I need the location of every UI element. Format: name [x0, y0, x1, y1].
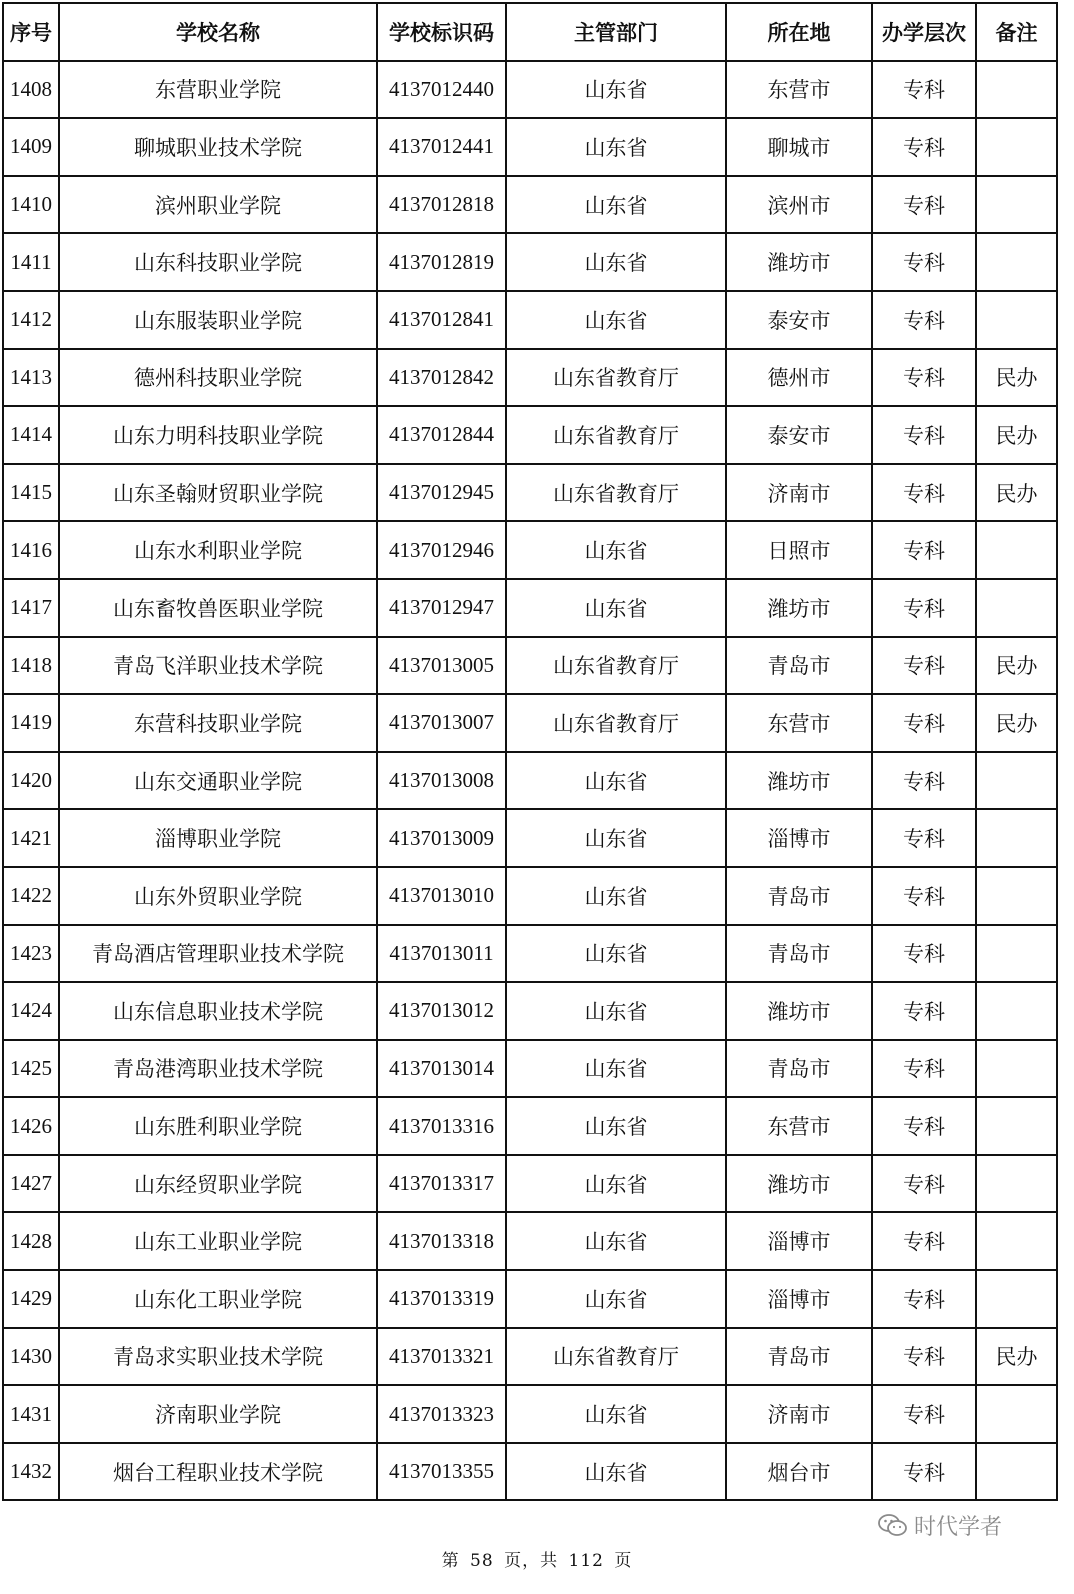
table-row: [3, 867, 1057, 925]
cell-remark: [976, 579, 1057, 637]
cell-school-code: 4137012945: [377, 464, 506, 522]
cell-seq: 1422: [3, 867, 59, 925]
cell-level: 专科: [872, 925, 976, 983]
table-row: [3, 694, 1057, 752]
cell-department: 山东省: [506, 1040, 726, 1098]
cell-level: 专科: [872, 1040, 976, 1098]
cell-remark: 民办: [976, 637, 1057, 695]
cell-school-name: 滨州职业学院: [59, 176, 377, 234]
table-row: [3, 406, 1057, 464]
cell-school-name: 山东畜牧兽医职业学院: [59, 579, 377, 637]
cell-location: 东营市: [726, 694, 872, 752]
cell-seq: 1413: [3, 349, 59, 407]
cell-school-code: 4137013011: [377, 925, 506, 983]
cell-location: 青岛市: [726, 637, 872, 695]
cell-department: 山东省: [506, 867, 726, 925]
cell-level: 专科: [872, 118, 976, 176]
cell-seq: 1414: [3, 406, 59, 464]
table-row: [3, 637, 1057, 695]
cell-department: 山东省: [506, 521, 726, 579]
cell-seq: 1418: [3, 637, 59, 695]
cell-department: 山东省: [506, 176, 726, 234]
cell-location: 德州市: [726, 349, 872, 407]
cell-school-code: 4137012841: [377, 291, 506, 349]
cell-location: 潍坊市: [726, 752, 872, 810]
cell-school-name: 山东化工职业学院: [59, 1270, 377, 1328]
cell-school-name: 聊城职业技术学院: [59, 118, 377, 176]
cell-seq: 1424: [3, 982, 59, 1040]
cell-remark: [976, 1040, 1057, 1098]
cell-level: 专科: [872, 752, 976, 810]
cell-location: 泰安市: [726, 291, 872, 349]
cell-location: 东营市: [726, 1097, 872, 1155]
cell-school-code: 4137012844: [377, 406, 506, 464]
cell-department: 山东省: [506, 61, 726, 119]
cell-level: 专科: [872, 867, 976, 925]
cell-school-name: 东营科技职业学院: [59, 694, 377, 752]
cell-seq: 1430: [3, 1328, 59, 1386]
table-row: [3, 982, 1057, 1040]
cell-department: 山东省: [506, 1385, 726, 1443]
table-row: [3, 579, 1057, 637]
cell-school-code: 4137012819: [377, 233, 506, 291]
cell-remark: [976, 1443, 1057, 1501]
cell-department: 山东省: [506, 579, 726, 637]
cell-remark: [976, 867, 1057, 925]
cell-school-code: 4137013323: [377, 1385, 506, 1443]
cell-location: 济南市: [726, 1385, 872, 1443]
cell-location: 青岛市: [726, 867, 872, 925]
footer-page-number: 58: [470, 1551, 494, 1571]
table-row: [3, 1443, 1057, 1501]
table-row: [3, 233, 1057, 291]
cell-school-code: 4137013012: [377, 982, 506, 1040]
cell-school-name: 青岛飞洋职业技术学院: [59, 637, 377, 695]
cell-remark: [976, 118, 1057, 176]
table-row: [3, 176, 1057, 234]
cell-department: 山东省: [506, 809, 726, 867]
cell-location: 泰安市: [726, 406, 872, 464]
header-seq: 序号: [3, 3, 59, 61]
cell-location: 青岛市: [726, 1328, 872, 1386]
cell-level: 专科: [872, 464, 976, 522]
cell-remark: [976, 61, 1057, 119]
cell-school-code: 4137013321: [377, 1328, 506, 1386]
cell-school-name: 德州科技职业学院: [59, 349, 377, 407]
cell-school-name: 山东胜利职业学院: [59, 1097, 377, 1155]
cell-seq: 1411: [3, 233, 59, 291]
table-row: [3, 464, 1057, 522]
cell-location: 潍坊市: [726, 233, 872, 291]
cell-location: 日照市: [726, 521, 872, 579]
cell-department: 山东省: [506, 118, 726, 176]
cell-school-code: 4137013355: [377, 1443, 506, 1501]
school-list-table: [2, 2, 1058, 1501]
table-row: [3, 809, 1057, 867]
cell-remark: [976, 1212, 1057, 1270]
cell-location: 聊城市: [726, 118, 872, 176]
watermark: [878, 1510, 1002, 1541]
cell-location: 济南市: [726, 464, 872, 522]
cell-school-code: 4137012441: [377, 118, 506, 176]
cell-school-code: 4137013008: [377, 752, 506, 810]
cell-location: 烟台市: [726, 1443, 872, 1501]
cell-level: 专科: [872, 176, 976, 234]
cell-school-code: 4137012947: [377, 579, 506, 637]
cell-location: 潍坊市: [726, 579, 872, 637]
cell-seq: 1412: [3, 291, 59, 349]
header-remark: 备注: [976, 3, 1057, 61]
cell-location: 潍坊市: [726, 1155, 872, 1213]
cell-seq: 1429: [3, 1270, 59, 1328]
cell-department: 山东省: [506, 291, 726, 349]
cell-department: 山东省: [506, 233, 726, 291]
cell-remark: 民办: [976, 349, 1057, 407]
cell-location: 青岛市: [726, 925, 872, 983]
watermark-text: 时代学者: [914, 1515, 1003, 1540]
table-row: [3, 61, 1057, 119]
cell-remark: [976, 809, 1057, 867]
cell-school-code: 4137012842: [377, 349, 506, 407]
table-row: [3, 1385, 1057, 1443]
cell-level: 专科: [872, 694, 976, 752]
cell-remark: [976, 291, 1057, 349]
cell-school-code: 4137012440: [377, 61, 506, 119]
cell-school-name: 山东力明科技职业学院: [59, 406, 377, 464]
header-department: 主管部门: [506, 3, 726, 61]
cell-seq: 1423: [3, 925, 59, 983]
cell-school-name: 山东科技职业学院: [59, 233, 377, 291]
table-row: [3, 925, 1057, 983]
cell-school-code: 4137012946: [377, 521, 506, 579]
cell-department: 山东省教育厅: [506, 464, 726, 522]
cell-seq: 1427: [3, 1155, 59, 1213]
cell-school-code: 4137013007: [377, 694, 506, 752]
cell-school-code: 4137013005: [377, 637, 506, 695]
cell-level: 专科: [872, 1443, 976, 1501]
cell-remark: [976, 521, 1057, 579]
cell-seq: 1408: [3, 61, 59, 119]
cell-school-name: 山东信息职业技术学院: [59, 982, 377, 1040]
table-row: [3, 1040, 1057, 1098]
cell-level: 专科: [872, 1270, 976, 1328]
header-school-name: 学校名称: [59, 3, 377, 61]
table-row: [3, 1155, 1057, 1213]
table-row: [3, 349, 1057, 407]
cell-department: 山东省: [506, 1443, 726, 1501]
cell-seq: 1409: [3, 118, 59, 176]
cell-school-code: 4137013319: [377, 1270, 506, 1328]
cell-school-name: 济南职业学院: [59, 1385, 377, 1443]
cell-department: 山东省: [506, 925, 726, 983]
cell-level: 专科: [872, 809, 976, 867]
cell-level: 专科: [872, 637, 976, 695]
cell-location: 淄博市: [726, 809, 872, 867]
cell-seq: 1420: [3, 752, 59, 810]
cell-department: 山东省: [506, 1212, 726, 1270]
cell-level: 专科: [872, 233, 976, 291]
cell-department: 山东省: [506, 1270, 726, 1328]
cell-school-name: 山东交通职业学院: [59, 752, 377, 810]
cell-remark: [976, 1097, 1057, 1155]
cell-school-name: 山东圣翰财贸职业学院: [59, 464, 377, 522]
footer-suffix: 页: [614, 1551, 633, 1571]
cell-school-name: 东营职业学院: [59, 61, 377, 119]
cell-department: 山东省: [506, 1155, 726, 1213]
cell-school-code: 4137013010: [377, 867, 506, 925]
cell-department: 山东省教育厅: [506, 694, 726, 752]
cell-remark: [976, 176, 1057, 234]
cell-school-name: 山东水利职业学院: [59, 521, 377, 579]
cell-remark: 民办: [976, 406, 1057, 464]
cell-level: 专科: [872, 1212, 976, 1270]
cell-remark: [976, 925, 1057, 983]
cell-school-code: 4137013014: [377, 1040, 506, 1098]
table-row: [3, 1097, 1057, 1155]
cell-school-name: 山东服装职业学院: [59, 291, 377, 349]
cell-remark: [976, 752, 1057, 810]
cell-remark: [976, 1155, 1057, 1213]
cell-remark: 民办: [976, 1328, 1057, 1386]
cell-location: 东营市: [726, 61, 872, 119]
cell-level: 专科: [872, 61, 976, 119]
cell-seq: 1431: [3, 1385, 59, 1443]
footer-prefix: 第: [441, 1551, 460, 1571]
cell-school-code: 4137013009: [377, 809, 506, 867]
table-row: [3, 752, 1057, 810]
footer-mid: 页，共: [504, 1551, 559, 1571]
table-row: [3, 118, 1057, 176]
cell-location: 滨州市: [726, 176, 872, 234]
cell-seq: 1417: [3, 579, 59, 637]
cell-department: 山东省: [506, 982, 726, 1040]
cell-school-name: 淄博职业学院: [59, 809, 377, 867]
table-row: [3, 1270, 1057, 1328]
cell-school-name: 山东工业职业学院: [59, 1212, 377, 1270]
footer-total-pages: 112: [568, 1551, 604, 1571]
cell-level: 专科: [872, 1385, 976, 1443]
cell-remark: [976, 233, 1057, 291]
cell-level: 专科: [872, 291, 976, 349]
cell-school-code: 4137013316: [377, 1097, 506, 1155]
cell-department: 山东省: [506, 1097, 726, 1155]
cell-location: 淄博市: [726, 1270, 872, 1328]
cell-department: 山东省: [506, 752, 726, 810]
wechat-icon: [878, 1513, 908, 1539]
cell-department: 山东省教育厅: [506, 349, 726, 407]
cell-level: 专科: [872, 579, 976, 637]
cell-seq: 1425: [3, 1040, 59, 1098]
cell-location: 青岛市: [726, 1040, 872, 1098]
cell-school-name: 山东外贸职业学院: [59, 867, 377, 925]
table-row: [3, 1212, 1057, 1270]
cell-level: 专科: [872, 982, 976, 1040]
cell-seq: 1416: [3, 521, 59, 579]
cell-department: 山东省教育厅: [506, 637, 726, 695]
cell-remark: 民办: [976, 694, 1057, 752]
page-footer: [0, 1546, 1074, 1571]
cell-seq: 1410: [3, 176, 59, 234]
cell-seq: 1421: [3, 809, 59, 867]
cell-department: 山东省教育厅: [506, 1328, 726, 1386]
cell-school-code: 4137012818: [377, 176, 506, 234]
cell-school-code: 4137013317: [377, 1155, 506, 1213]
cell-school-code: 4137013318: [377, 1212, 506, 1270]
cell-level: 专科: [872, 1097, 976, 1155]
cell-level: 专科: [872, 521, 976, 579]
header-location: 所在地: [726, 3, 872, 61]
cell-level: 专科: [872, 406, 976, 464]
table-row: [3, 1328, 1057, 1386]
cell-remark: [976, 1270, 1057, 1328]
cell-level: 专科: [872, 349, 976, 407]
cell-level: 专科: [872, 1155, 976, 1213]
cell-department: 山东省教育厅: [506, 406, 726, 464]
cell-school-name: 青岛求实职业技术学院: [59, 1328, 377, 1386]
table-row: [3, 291, 1057, 349]
table-header-row: [3, 3, 1057, 61]
cell-school-name: 青岛港湾职业技术学院: [59, 1040, 377, 1098]
cell-seq: 1426: [3, 1097, 59, 1155]
cell-seq: 1428: [3, 1212, 59, 1270]
table-row: [3, 521, 1057, 579]
cell-level: 专科: [872, 1328, 976, 1386]
header-school-code: 学校标识码: [377, 3, 506, 61]
header-level: 办学层次: [872, 3, 976, 61]
cell-seq: 1432: [3, 1443, 59, 1501]
cell-school-name: 山东经贸职业学院: [59, 1155, 377, 1213]
cell-location: 淄博市: [726, 1212, 872, 1270]
cell-school-name: 烟台工程职业技术学院: [59, 1443, 377, 1501]
cell-seq: 1419: [3, 694, 59, 752]
cell-remark: 民办: [976, 464, 1057, 522]
cell-remark: [976, 1385, 1057, 1443]
cell-location: 潍坊市: [726, 982, 872, 1040]
cell-remark: [976, 982, 1057, 1040]
cell-seq: 1415: [3, 464, 59, 522]
cell-school-name: 青岛酒店管理职业技术学院: [59, 925, 377, 983]
